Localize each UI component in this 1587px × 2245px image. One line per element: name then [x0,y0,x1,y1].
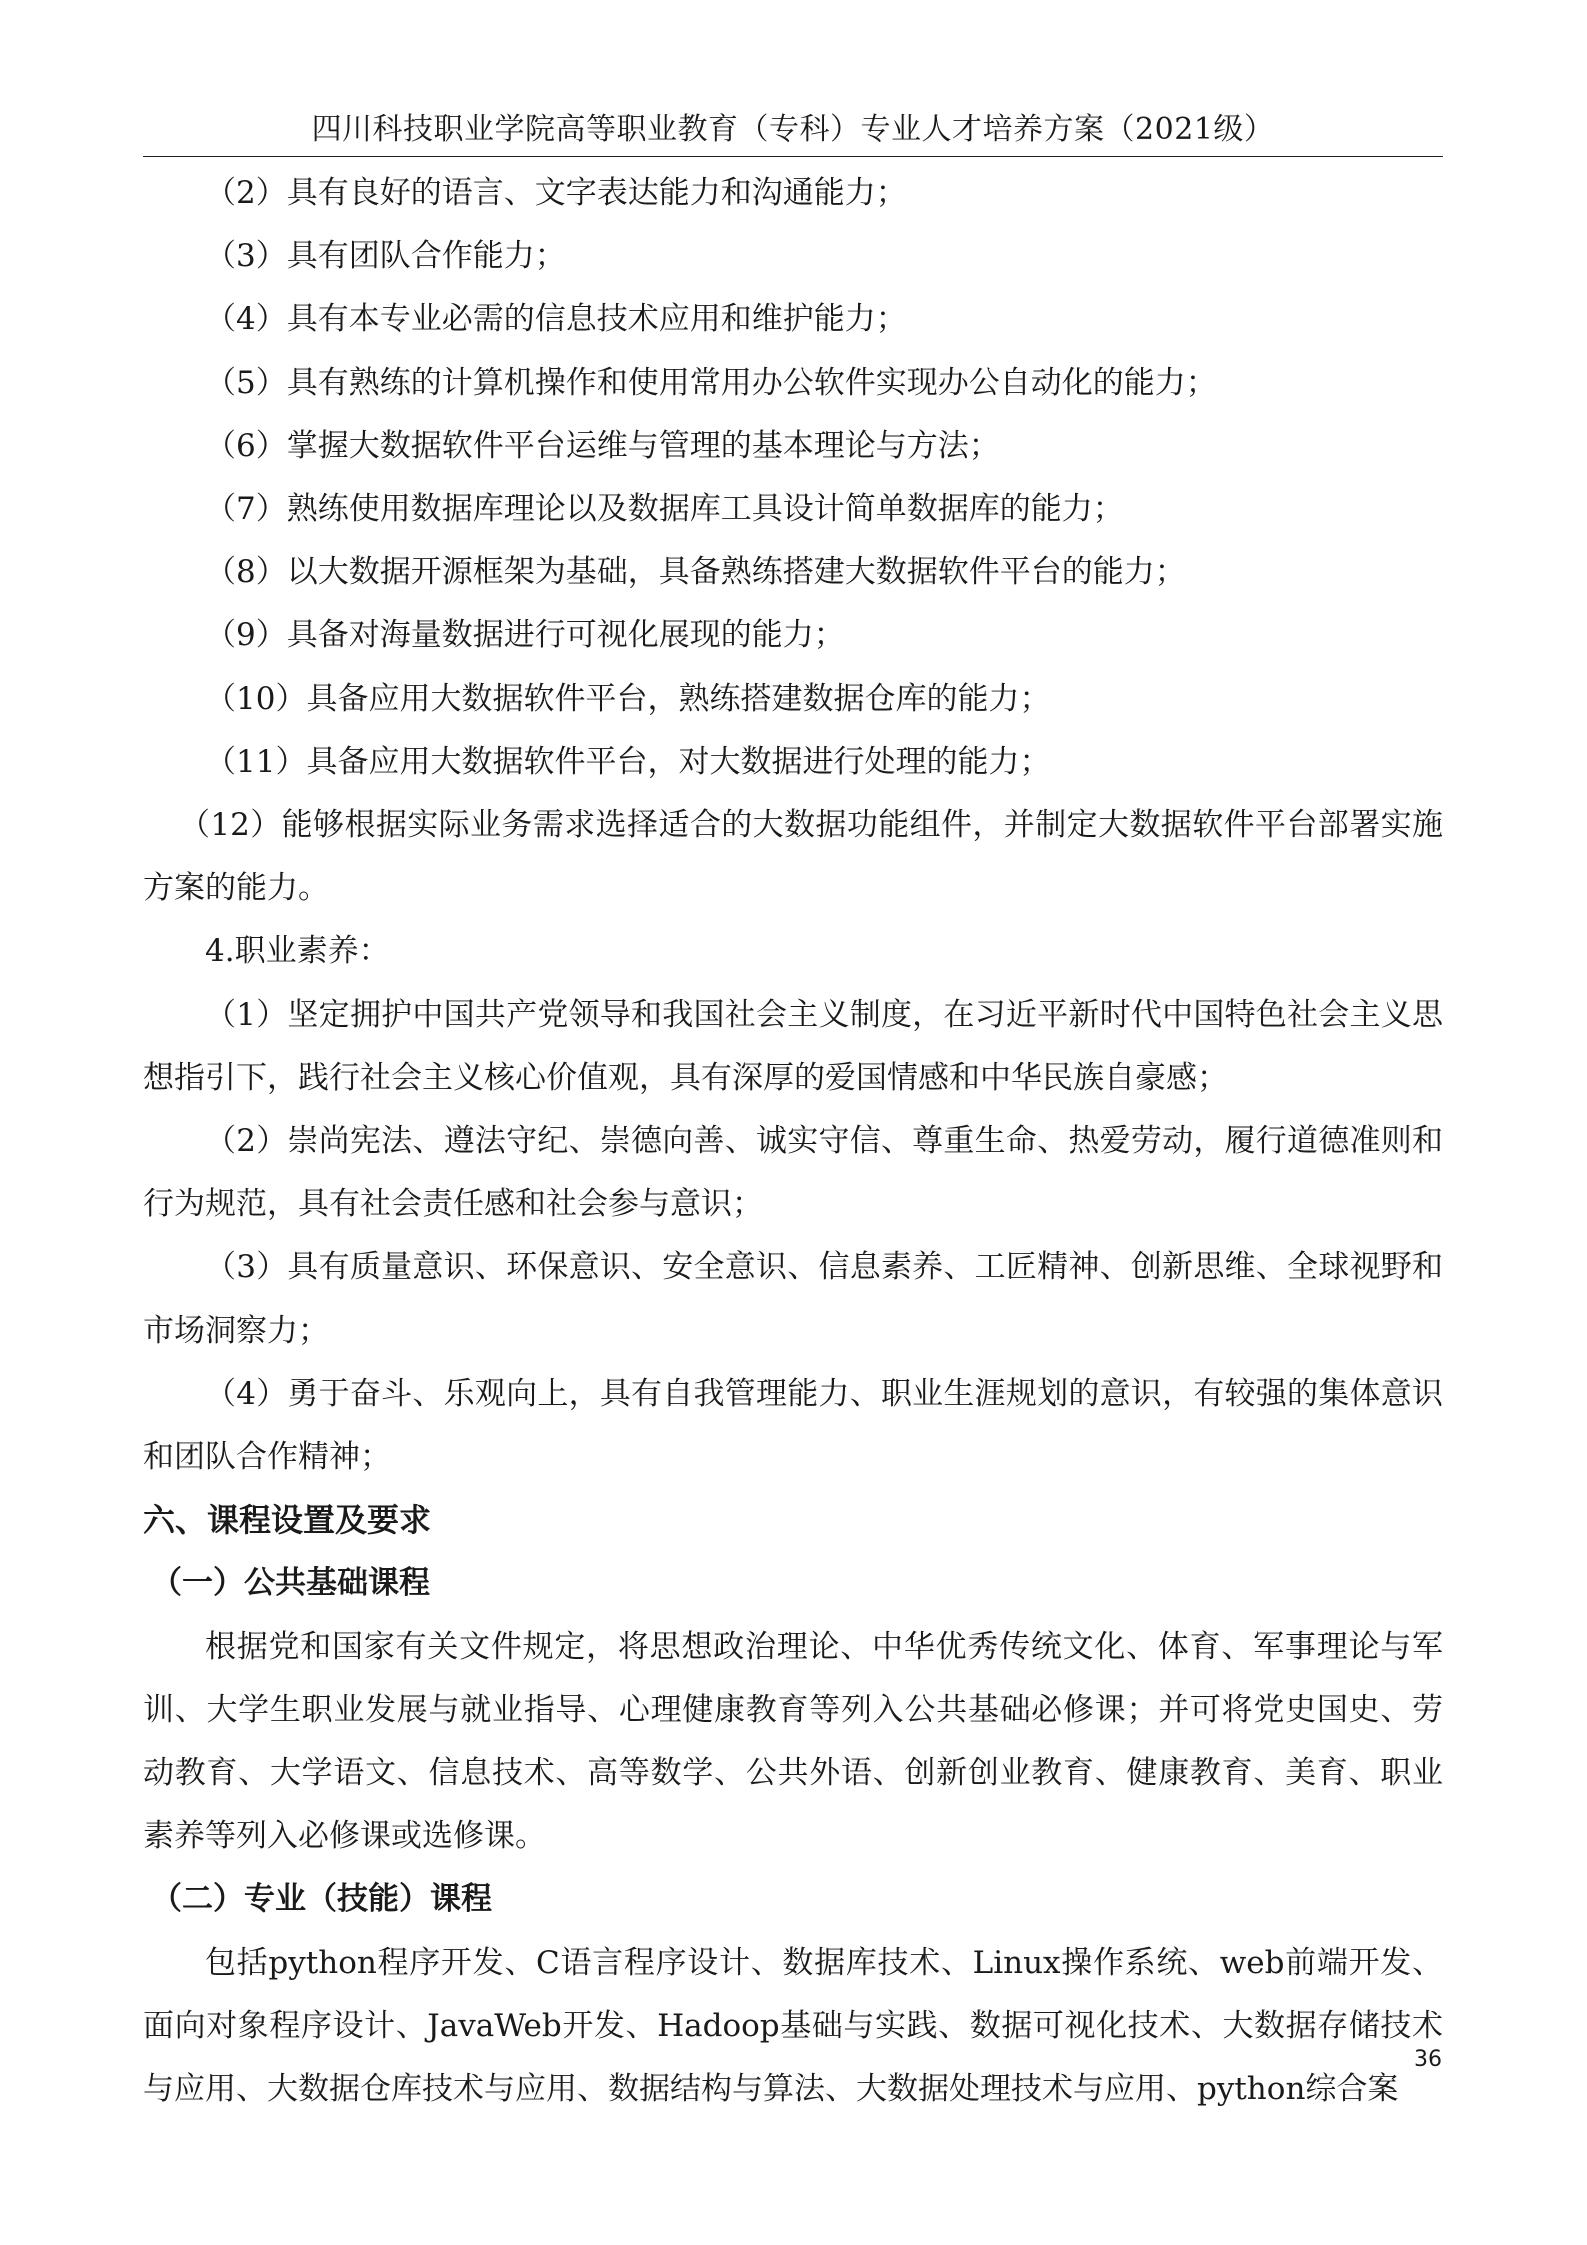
ability-item-10: （10）具备应用大数据软件平台，熟练搭建数据仓库的能力； [205,680,1051,717]
literacy-item-1: （1）坚定拥护中国共产党领导和我国社会主义制度，在习近平新时代中国特色社会主义思想指引下，践行社会主义核心价值观，具有深厚的爱国情感和中华民族自豪感； [143,996,1443,1096]
subsection-heading-professional: （二）专业（技能）课程 [151,1881,492,1918]
ability-item-11: （11）具备应用大数据软件平台，对大数据进行处理的能力； [205,743,1051,780]
literacy-item-2: （2）崇尚宪法、遵法守纪、崇德向善、诚实守信、尊重生命、热爱劳动，履行道德准则和行为规范，具有社会责任感和社会参与意识； [143,1123,1443,1223]
ability-item-7: （7）熟练使用数据库理论以及数据库工具设计简单数据库的能力； [205,491,1124,528]
header-rule [143,156,1443,157]
public-courses-paragraph: 根据党和国家有关文件规定，将思想政治理论、中华优秀传统文化、体育、军事理论与军训、大学生职业发展与就业指导、心理健康教育等列入公共基础必修课；并可将党史国史、劳动教育、大学语文、信息技术、高等数学、公共外语、创新创业教育、健康教育、美育、职业素养等列入必修课或选修课。 [143,1628,1443,1855]
ability-item-6: （6）掌握大数据软件平台运维与管理的基本理论与方法； [205,427,1000,464]
ability-item-12: （12）能够根据实际业务需求选择适合的大数据功能组件，并制定大数据软件平台部署实施方案的能力。 [143,807,1443,907]
page-content [143,162,1443,2121]
ability-item-8: （8）以大数据开源框架为基础，具备熟练搭建大数据软件平台的能力； [205,554,1186,591]
literacy-item-3: （3）具有质量意识、环保意识、安全意识、信息素养、工匠精神、创新思维、全球视野和市场洞察力； [143,1249,1443,1349]
page-number: 36 [1414,2047,1442,2072]
ability-item-3: （3）具有团队合作能力； [205,238,566,275]
ability-item-5: （5）具有熟练的计算机操作和使用常用办公软件实现办公自动化的能力； [205,364,1217,401]
running-header: 四川科技职业学院高等职业教育（专科）专业人才培养方案（2021级） [311,112,1275,147]
ability-item-2: （2）具有良好的语言、文字表达能力和沟通能力； [205,175,907,211]
section-heading: 六、课程设置及要求 [143,1501,432,1540]
literacy-item-4: （4）勇于奋斗、乐观向上，具有自我管理能力、职业生涯规划的意识，有较强的集体意识和团队合作精神； [143,1375,1443,1476]
subsection-heading-public: （一）公共基础课程 [151,1565,430,1602]
ability-item-4: （4）具有本专业必需的信息技术应用和维护能力； [205,301,907,338]
professional-courses-paragraph: 包括python程序开发、C语言程序设计、数据库技术、Linux操作系统、web前端开发、面向对象程序设计、JavaWeb开发、Hadoop基础与实践、数据可视化技术、大数据存储技术与应用、大数据仓库技术与应用、数据结构与算法、大数据处理技术与应用、python综合案 [143,1944,1443,2108]
literacy-heading: 4.职业素养： [205,933,390,970]
ability-item-9: （9）具备对海量数据进行可视化展现的能力； [205,617,845,654]
